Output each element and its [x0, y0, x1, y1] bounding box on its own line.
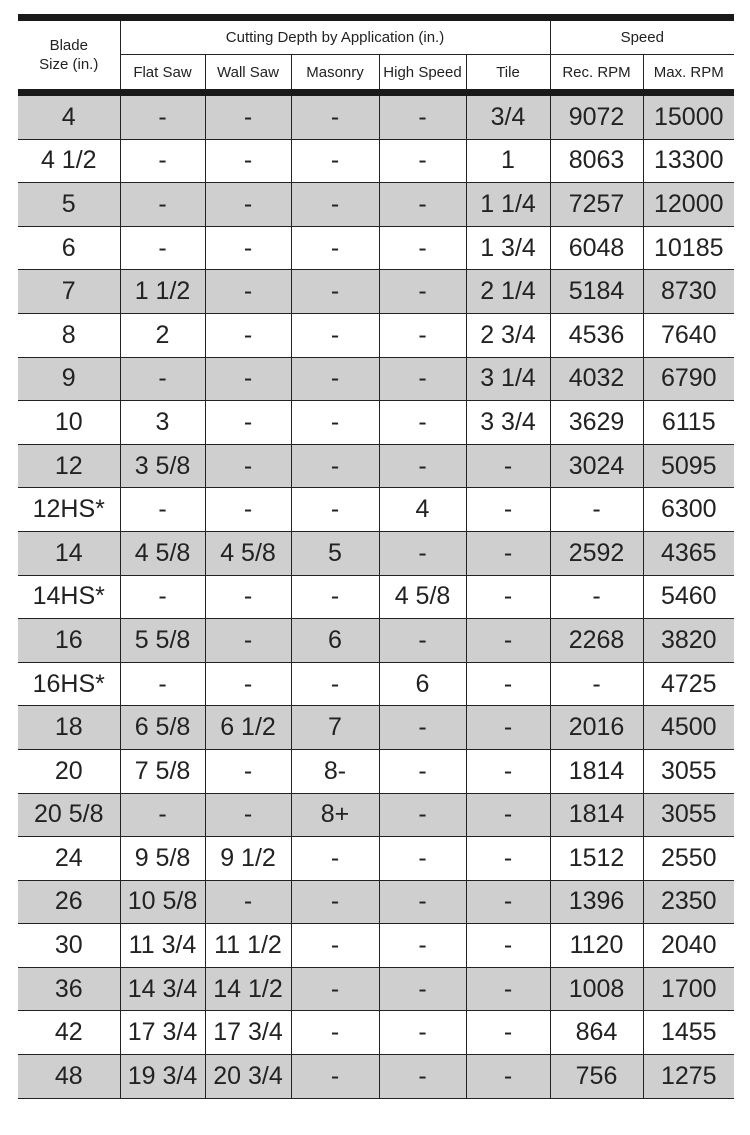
table-row	[18, 357, 734, 401]
cell-rec-rpm: 2016	[550, 706, 643, 750]
cell-wall-saw: -	[205, 96, 291, 139]
cell-blade-size: 48	[18, 1055, 120, 1099]
cell-wall-saw: -	[205, 313, 291, 357]
cell-wall-saw: -	[205, 793, 291, 837]
cell-tile: -	[466, 531, 550, 575]
cell-masonry: -	[291, 96, 379, 139]
cell-flat-saw: 2	[120, 313, 205, 357]
cell-blade-size: 4	[18, 96, 120, 139]
cell-rec-rpm: 5184	[550, 270, 643, 314]
table-row	[18, 444, 734, 488]
blade-spec-table-container	[18, 14, 734, 1099]
cell-wall-saw: -	[205, 444, 291, 488]
cell-masonry: -	[291, 924, 379, 968]
cell-wall-saw: -	[205, 357, 291, 401]
table-row	[18, 749, 734, 793]
cell-high-speed: -	[379, 1055, 466, 1099]
cell-flat-saw: 4 5/8	[120, 531, 205, 575]
cell-masonry: -	[291, 444, 379, 488]
cell-max-rpm: 10185	[643, 226, 734, 270]
cell-high-speed: -	[379, 619, 466, 663]
table-row	[18, 96, 734, 139]
cell-wall-saw: 11 1/2	[205, 924, 291, 968]
cell-high-speed: -	[379, 226, 466, 270]
cell-max-rpm: 8730	[643, 270, 734, 314]
cell-blade-size: 7	[18, 270, 120, 314]
cell-max-rpm: 4365	[643, 531, 734, 575]
cell-flat-saw: 14 3/4	[120, 967, 205, 1011]
cell-flat-saw: -	[120, 662, 205, 706]
table-row	[18, 1055, 734, 1099]
cell-rec-rpm: 1396	[550, 880, 643, 924]
table-row	[18, 270, 734, 314]
cell-masonry: -	[291, 1011, 379, 1055]
cell-blade-size: 20 5/8	[18, 793, 120, 837]
cell-tile: 1	[466, 139, 550, 183]
table-row	[18, 575, 734, 619]
cell-tile: 1 3/4	[466, 226, 550, 270]
column-header-masonry: Masonry	[291, 55, 379, 90]
cell-blade-size: 16	[18, 619, 120, 663]
cell-high-speed: -	[379, 1011, 466, 1055]
cell-masonry: -	[291, 662, 379, 706]
cell-max-rpm: 3820	[643, 619, 734, 663]
cell-wall-saw: -	[205, 488, 291, 532]
cell-rec-rpm: 9072	[550, 96, 643, 139]
cell-wall-saw: -	[205, 749, 291, 793]
cell-high-speed: -	[379, 793, 466, 837]
cell-blade-size: 30	[18, 924, 120, 968]
column-header-max-rpm: Max. RPM	[643, 55, 734, 90]
column-header-high-speed: High Speed	[379, 55, 466, 90]
cell-blade-size: 26	[18, 880, 120, 924]
cell-blade-size: 18	[18, 706, 120, 750]
cell-tile: -	[466, 749, 550, 793]
cell-flat-saw: 6 5/8	[120, 706, 205, 750]
cell-masonry: -	[291, 880, 379, 924]
cell-tile: -	[466, 575, 550, 619]
cell-tile: -	[466, 880, 550, 924]
cell-rec-rpm: 1512	[550, 837, 643, 881]
cell-flat-saw: -	[120, 226, 205, 270]
cell-blade-size: 42	[18, 1011, 120, 1055]
cell-rec-rpm: 1008	[550, 967, 643, 1011]
table-row	[18, 313, 734, 357]
table-row	[18, 662, 734, 706]
table-row	[18, 967, 734, 1011]
table-row	[18, 837, 734, 881]
cell-masonry: -	[291, 357, 379, 401]
cell-tile: -	[466, 619, 550, 663]
cell-masonry: 8-	[291, 749, 379, 793]
cell-max-rpm: 1275	[643, 1055, 734, 1099]
cell-flat-saw: -	[120, 183, 205, 227]
cell-max-rpm: 7640	[643, 313, 734, 357]
cell-tile: -	[466, 488, 550, 532]
table-row	[18, 1011, 734, 1055]
table-row	[18, 401, 734, 445]
cell-high-speed: 4 5/8	[379, 575, 466, 619]
cell-flat-saw: 1 1/2	[120, 270, 205, 314]
cell-rec-rpm: 2592	[550, 531, 643, 575]
cell-masonry: -	[291, 270, 379, 314]
table-row	[18, 924, 734, 968]
cell-wall-saw: -	[205, 662, 291, 706]
cell-wall-saw: -	[205, 619, 291, 663]
column-header-flat-saw: Flat Saw	[120, 55, 205, 90]
cell-tile: -	[466, 967, 550, 1011]
cell-rec-rpm: 3024	[550, 444, 643, 488]
cell-rec-rpm: -	[550, 575, 643, 619]
cell-max-rpm: 15000	[643, 96, 734, 139]
cell-flat-saw: -	[120, 793, 205, 837]
cell-tile: -	[466, 924, 550, 968]
cell-max-rpm: 3055	[643, 749, 734, 793]
table-body	[18, 96, 734, 1098]
cell-high-speed: -	[379, 270, 466, 314]
cell-blade-size: 4 1/2	[18, 139, 120, 183]
cell-max-rpm: 1700	[643, 967, 734, 1011]
cell-wall-saw: 17 3/4	[205, 1011, 291, 1055]
cell-flat-saw: 3 5/8	[120, 444, 205, 488]
cell-flat-saw: 9 5/8	[120, 837, 205, 881]
table-row	[18, 226, 734, 270]
cell-max-rpm: 5460	[643, 575, 734, 619]
cell-masonry: -	[291, 1055, 379, 1099]
cell-flat-saw: 3	[120, 401, 205, 445]
cell-high-speed: -	[379, 401, 466, 445]
cell-blade-size: 14HS*	[18, 575, 120, 619]
cell-wall-saw: -	[205, 270, 291, 314]
cell-masonry: -	[291, 401, 379, 445]
cell-flat-saw: -	[120, 357, 205, 401]
cell-max-rpm: 6300	[643, 488, 734, 532]
speed-header: Speed	[550, 21, 734, 55]
cell-wall-saw: 20 3/4	[205, 1055, 291, 1099]
cell-high-speed: -	[379, 531, 466, 575]
cell-masonry: 8+	[291, 793, 379, 837]
cell-high-speed: -	[379, 357, 466, 401]
cell-high-speed: -	[379, 924, 466, 968]
column-header-wall-saw: Wall Saw	[205, 55, 291, 90]
cell-max-rpm: 13300	[643, 139, 734, 183]
cell-flat-saw: -	[120, 139, 205, 183]
cell-wall-saw: 4 5/8	[205, 531, 291, 575]
cell-wall-saw: -	[205, 880, 291, 924]
cell-flat-saw: 11 3/4	[120, 924, 205, 968]
cell-wall-saw: 14 1/2	[205, 967, 291, 1011]
cell-rec-rpm: 4032	[550, 357, 643, 401]
cell-blade-size: 12HS*	[18, 488, 120, 532]
header-divider	[18, 89, 734, 96]
table-row	[18, 488, 734, 532]
cell-tile: 2 3/4	[466, 313, 550, 357]
table-row	[18, 793, 734, 837]
cell-max-rpm: 1455	[643, 1011, 734, 1055]
cell-wall-saw: 6 1/2	[205, 706, 291, 750]
cell-flat-saw: 7 5/8	[120, 749, 205, 793]
table-row	[18, 139, 734, 183]
cell-masonry: 5	[291, 531, 379, 575]
cell-masonry: 7	[291, 706, 379, 750]
cell-rec-rpm: 7257	[550, 183, 643, 227]
cell-max-rpm: 4500	[643, 706, 734, 750]
cell-masonry: -	[291, 183, 379, 227]
cell-blade-size: 14	[18, 531, 120, 575]
cell-flat-saw: 10 5/8	[120, 880, 205, 924]
cell-max-rpm: 6115	[643, 401, 734, 445]
table-row	[18, 531, 734, 575]
cell-tile: 1 1/4	[466, 183, 550, 227]
cell-blade-size: 5	[18, 183, 120, 227]
cell-rec-rpm: 1814	[550, 749, 643, 793]
cell-high-speed: -	[379, 313, 466, 357]
cell-rec-rpm: 4536	[550, 313, 643, 357]
cell-high-speed: -	[379, 837, 466, 881]
cell-blade-size: 12	[18, 444, 120, 488]
cell-high-speed: -	[379, 880, 466, 924]
cell-max-rpm: 2550	[643, 837, 734, 881]
cell-flat-saw: 5 5/8	[120, 619, 205, 663]
cell-masonry: -	[291, 139, 379, 183]
cutting-depth-header: Cutting Depth by Application (in.)	[120, 21, 550, 55]
cell-blade-size: 6	[18, 226, 120, 270]
cell-high-speed: -	[379, 444, 466, 488]
column-header-tile: Tile	[466, 55, 550, 90]
table-row	[18, 706, 734, 750]
cell-blade-size: 16HS*	[18, 662, 120, 706]
cell-wall-saw: -	[205, 575, 291, 619]
cell-max-rpm: 12000	[643, 183, 734, 227]
cell-rec-rpm: 1120	[550, 924, 643, 968]
cell-rec-rpm: 6048	[550, 226, 643, 270]
cell-high-speed: -	[379, 139, 466, 183]
table-row	[18, 880, 734, 924]
cell-max-rpm: 3055	[643, 793, 734, 837]
cell-tile: 2 1/4	[466, 270, 550, 314]
cell-tile: -	[466, 1055, 550, 1099]
cell-high-speed: -	[379, 96, 466, 139]
cell-rec-rpm: 1814	[550, 793, 643, 837]
cell-masonry: -	[291, 226, 379, 270]
top-rule	[18, 14, 734, 21]
cell-high-speed: 6	[379, 662, 466, 706]
cell-masonry: -	[291, 575, 379, 619]
cell-wall-saw: -	[205, 183, 291, 227]
cell-wall-saw: 9 1/2	[205, 837, 291, 881]
cell-rec-rpm: -	[550, 488, 643, 532]
blade-size-header	[18, 21, 120, 89]
table-row	[18, 183, 734, 227]
table-row	[18, 619, 734, 663]
cell-flat-saw: -	[120, 575, 205, 619]
cell-wall-saw: -	[205, 139, 291, 183]
cell-tile: 3 3/4	[466, 401, 550, 445]
cell-rec-rpm: 2268	[550, 619, 643, 663]
cell-high-speed: -	[379, 749, 466, 793]
cell-tile: -	[466, 1011, 550, 1055]
cell-flat-saw: 19 3/4	[120, 1055, 205, 1099]
cell-max-rpm: 4725	[643, 662, 734, 706]
cell-rec-rpm: 864	[550, 1011, 643, 1055]
cell-flat-saw: -	[120, 96, 205, 139]
cell-blade-size: 24	[18, 837, 120, 881]
cell-max-rpm: 2350	[643, 880, 734, 924]
cell-tile: 3 1/4	[466, 357, 550, 401]
cell-masonry: -	[291, 488, 379, 532]
cell-max-rpm: 6790	[643, 357, 734, 401]
cell-max-rpm: 2040	[643, 924, 734, 968]
cell-masonry: -	[291, 313, 379, 357]
cell-high-speed: -	[379, 183, 466, 227]
cell-high-speed: 4	[379, 488, 466, 532]
cell-tile: -	[466, 793, 550, 837]
cell-masonry: 6	[291, 619, 379, 663]
cell-rec-rpm: 756	[550, 1055, 643, 1099]
cell-high-speed: -	[379, 967, 466, 1011]
cell-flat-saw: 17 3/4	[120, 1011, 205, 1055]
cell-rec-rpm: 8063	[550, 139, 643, 183]
blade-size-label: Blade Size (in.)	[39, 37, 99, 73]
cell-masonry: -	[291, 837, 379, 881]
cell-wall-saw: -	[205, 401, 291, 445]
cell-rec-rpm: 3629	[550, 401, 643, 445]
cell-tile: -	[466, 706, 550, 750]
cell-tile: -	[466, 662, 550, 706]
cell-max-rpm: 5095	[643, 444, 734, 488]
cell-blade-size: 36	[18, 967, 120, 1011]
cell-tile: -	[466, 837, 550, 881]
column-header-rec-rpm: Rec. RPM	[550, 55, 643, 90]
cell-masonry: -	[291, 967, 379, 1011]
cell-blade-size: 20	[18, 749, 120, 793]
cell-flat-saw: -	[120, 488, 205, 532]
cell-blade-size: 10	[18, 401, 120, 445]
cell-high-speed: -	[379, 706, 466, 750]
blade-spec-table	[18, 21, 734, 1099]
cell-wall-saw: -	[205, 226, 291, 270]
cell-rec-rpm: -	[550, 662, 643, 706]
cell-blade-size: 9	[18, 357, 120, 401]
cell-blade-size: 8	[18, 313, 120, 357]
cell-tile: 3/4	[466, 96, 550, 139]
cell-tile: -	[466, 444, 550, 488]
